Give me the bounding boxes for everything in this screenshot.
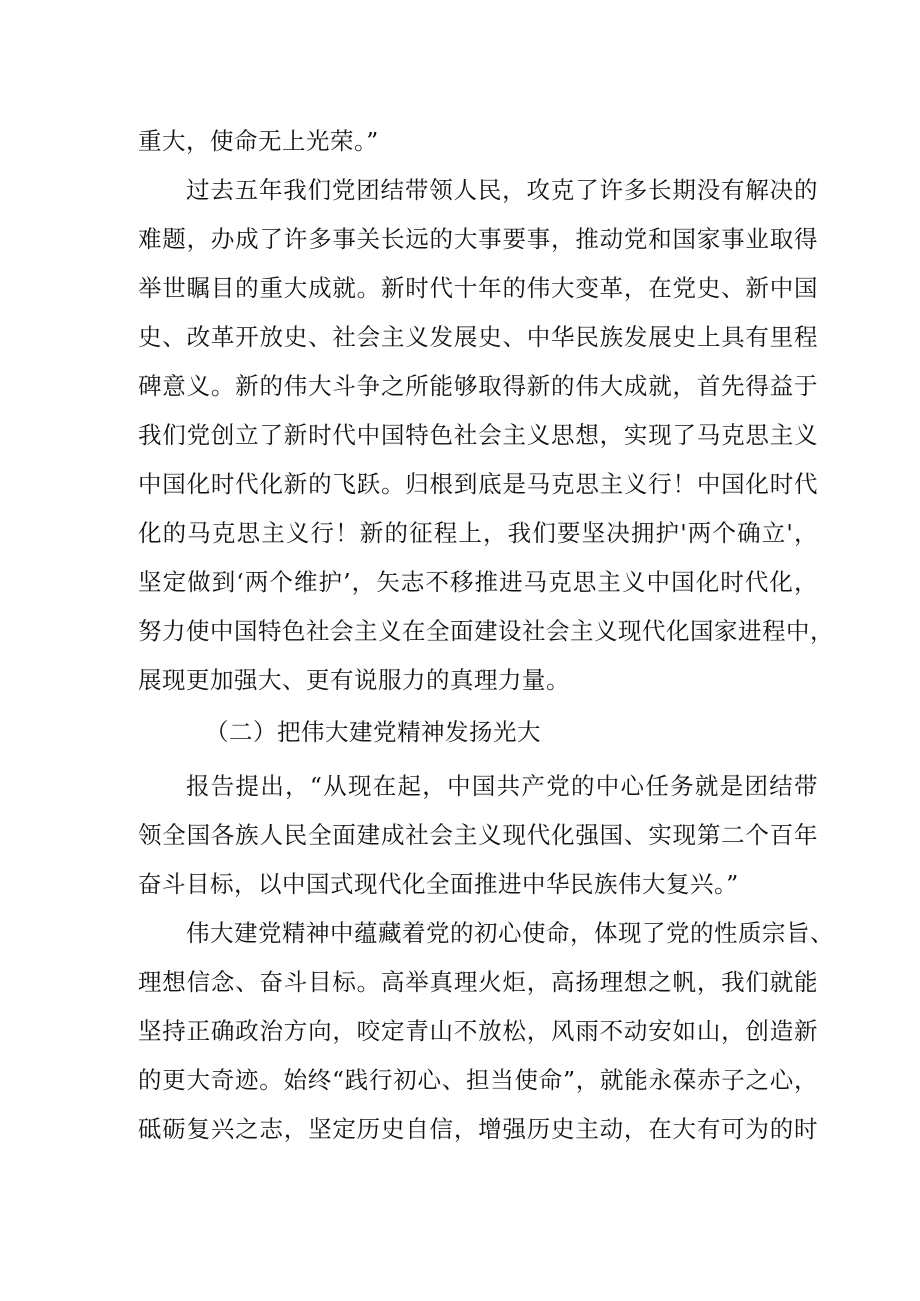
paragraph-3-line-4: 的更大奇迹。始终“践行初心、担当使命”，就能永葆赤子之心，	[138, 1066, 818, 1094]
paragraph-3-line-2: 理想信念、奋斗目标。高举真理火炬，高扬理想之帆，我们就能	[138, 968, 818, 996]
paragraph-1-line-2: 难题，办成了许多事关长远的大事要事，推动党和国家事业取得	[138, 225, 818, 253]
paragraph-1-line-1: 过去五年我们党团结带领人民，攻克了许多长期没有解决的	[186, 176, 818, 204]
paragraph-2-line-1: 报告提出，“从现在起，中国共产党的中心任务就是团结带	[186, 772, 818, 800]
paragraph-1-line-10: 努力使中国特色社会主义在全面建设社会主义现代化国家进程中，	[138, 617, 834, 645]
paragraph-1-line-3: 举世瞩目的重大成就。新时代十年的伟大变革，在党史、新中国	[138, 274, 818, 302]
paragraph-1-line-4: 史、改革开放史、社会主义发展史、中华民族发展史上具有里程	[138, 323, 818, 351]
paragraph-1-line-9: 坚定做到‘两个维护’，矢志不移推进马克思主义中国化时代化，	[138, 568, 818, 596]
paragraph-1-line-7: 中国化时代化新的飞跃。归根到底是马克思主义行！中国化时代	[138, 470, 818, 498]
paragraph-3-line-1: 伟大建党精神中蕴藏着党的初心使命，体现了党的性质宗旨、	[186, 919, 834, 947]
paragraph-continuation-line: 重大，使命无上光荣。”	[138, 127, 379, 155]
paragraph-2-line-2: 领全国各族人民全面建成社会主义现代化强国、实现第二个百年	[138, 821, 818, 849]
paragraph-1-line-5: 碑意义。新的伟大斗争之所能够取得新的伟大成就，首先得益于	[138, 372, 818, 400]
section-heading: （二）把伟大建党精神发扬光大	[205, 718, 541, 746]
paragraph-1-line-6: 我们党创立了新时代中国特色社会主义思想，实现了马克思主义	[138, 421, 818, 449]
paragraph-3-line-3: 坚持正确政治方向，咬定青山不放松，风雨不动安如山，创造新	[138, 1017, 818, 1045]
paragraph-2-line-3: 奋斗目标，以中国式现代化全面推进中华民族伟大复兴。”	[138, 870, 739, 898]
paragraph-1-line-11: 展现更加强大、更有说服力的真理力量。	[138, 666, 570, 694]
paragraph-1-line-8: 化的马克思主义行！新的征程上，我们要坚决拥护'两个确立'，	[138, 519, 818, 547]
paragraph-3-line-5: 砥砺复兴之志，坚定历史自信，增强历史主动，在大有可为的时	[138, 1115, 818, 1143]
